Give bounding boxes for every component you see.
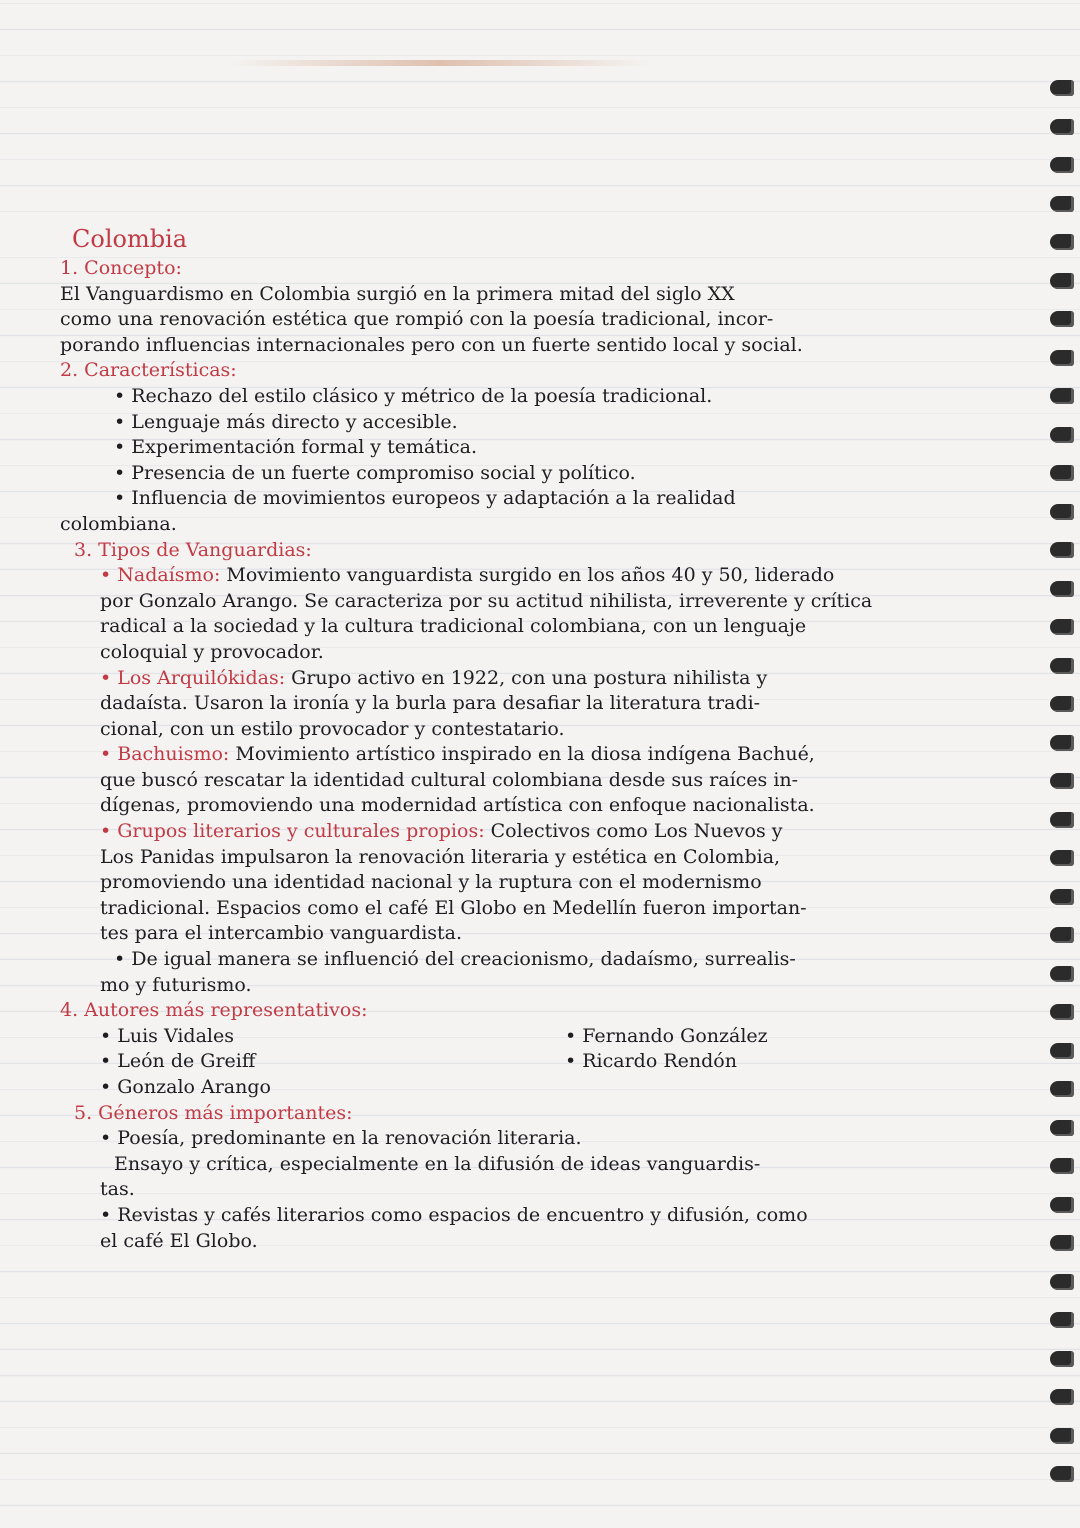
list-item-nadaismo <box>60 563 980 589</box>
section-heading-generos: 5. Géneros más importantes: <box>74 1101 353 1124</box>
spiral-ring <box>1050 1004 1074 1020</box>
list-item-bachuismo <box>60 742 980 768</box>
text-line: cional, con un estilo provocador y contestatario. <box>100 717 565 740</box>
spiral-ring <box>1050 889 1074 905</box>
text-line: porando influencias internacionales pero con un fuerte sentido local y social. <box>60 333 803 356</box>
spiral-ring <box>1050 1235 1074 1251</box>
list-item: • Ricardo Rendón <box>565 1050 737 1073</box>
list-item: • Revistas y cafés literarios como espacios de encuentro y difusión, como <box>100 1203 808 1226</box>
text-line: coloquial y provocador. <box>100 640 324 663</box>
text-line: tes para el intercambio vanguardista. <box>100 922 463 945</box>
list-item: • Luis Vidales <box>100 1024 234 1047</box>
text-line: tradicional. Espacios como el café El Globo en Medellín fueron importan- <box>100 896 807 919</box>
spiral-ring <box>1050 927 1074 943</box>
list-item: • Fernando González <box>565 1024 768 1047</box>
spiral-ring <box>1050 812 1074 828</box>
text-line: Ensayo y crítica, especialmente en la difusión de ideas vanguardis- <box>114 1152 761 1175</box>
list-item: • Presencia de un fuerte compromiso social y político. <box>114 461 636 484</box>
spiral-ring <box>1050 850 1074 866</box>
list-item: • De igual manera se influenció del creacionismo, dadaísmo, surrealis- <box>114 948 796 971</box>
spiral-ring <box>1050 542 1074 558</box>
spiral-ring <box>1050 80 1074 96</box>
list-item-arquilokidas <box>60 666 980 692</box>
text-line: Los Panidas impulsaron la renovación literaria y estética en Colombia, <box>100 845 781 868</box>
spiral-ring <box>1050 966 1074 982</box>
list-item: • Rechazo del estilo clásico y métrico de la poesía tradicional. <box>114 384 713 407</box>
list-item: • Lenguaje más directo y accesible. <box>114 410 458 433</box>
spiral-ring <box>1050 696 1074 712</box>
authors-right-column <box>565 1024 768 1075</box>
text-line: por Gonzalo Arango. Se caracteriza por su actitud nihilista, irreverente y crítica <box>100 589 873 612</box>
spiral-ring <box>1050 581 1074 597</box>
list-item: • Influencia de movimientos europeos y adaptación a la realidad <box>114 487 736 510</box>
spiral-ring <box>1050 119 1074 135</box>
spiral-ring <box>1050 1158 1074 1174</box>
section-heading-concepto: 1. Concepto: <box>60 257 182 279</box>
spiral-ring <box>1050 1312 1074 1328</box>
spiral-ring <box>1050 273 1074 289</box>
text-line: El Vanguardismo en Colombia surgió en la primera mitad del siglo XX <box>60 282 735 305</box>
spiral-ring <box>1050 773 1074 789</box>
spiral-ring <box>1050 1428 1074 1444</box>
spiral-ring <box>1050 311 1074 327</box>
term-label: • Nadaísmo: <box>100 564 221 587</box>
spiral-ring <box>1050 157 1074 173</box>
list-item: • Experimentación formal y temática. <box>114 436 478 459</box>
text-line: el café El Globo. <box>100 1229 258 1252</box>
page-edge-shadow <box>230 60 650 66</box>
term-text: Grupo activo en 1922, con una postura nihilista y <box>285 666 768 689</box>
spiral-ring <box>1050 1043 1074 1059</box>
list-item: • León de Greiff <box>100 1050 256 1073</box>
list-item-grupos <box>60 819 980 845</box>
handwritten-notes <box>60 222 980 1254</box>
spiral-ring <box>1050 658 1074 674</box>
section-heading-caracteristicas: 2. Características: <box>60 359 237 382</box>
spiral-ring <box>1050 427 1074 443</box>
text-line: que buscó rescatar la identidad cultural colombiana desde sus raíces in- <box>100 768 799 791</box>
spiral-ring <box>1050 619 1074 635</box>
spiral-ring <box>1050 1351 1074 1367</box>
spiral-ring <box>1050 1389 1074 1405</box>
term-label: • Bachuismo: <box>100 743 230 766</box>
spiral-ring <box>1050 735 1074 751</box>
text-line: mo y futurismo. <box>100 973 252 996</box>
text-line: dadaísta. Usaron la ironía y la burla para desafiar la literatura tradi- <box>100 692 761 715</box>
term-text: Colectivos como Los Nuevos y <box>484 820 783 843</box>
spiral-ring <box>1050 234 1074 250</box>
spiral-ring <box>1050 1197 1074 1213</box>
spiral-ring <box>1050 196 1074 212</box>
term-label: • Los Arquilókidas: <box>100 666 286 689</box>
term-label: • Grupos literarios y culturales propios: <box>100 820 485 843</box>
spiral-ring <box>1050 1274 1074 1290</box>
list-item: • Gonzalo Arango <box>100 1076 271 1098</box>
text-line: dígenas, promoviendo una modernidad artística con enfoque nacionalista. <box>100 794 815 817</box>
spiral-ring <box>1050 465 1074 481</box>
spiral-ring <box>1050 350 1074 366</box>
list-item: • Poesía, predominante en la renovación literaria. <box>100 1127 582 1150</box>
text-line: colombiana. <box>60 512 177 535</box>
page-title: Colombia <box>72 225 188 253</box>
authors-columns <box>60 1024 980 1101</box>
spiral-binding <box>1040 60 1080 1520</box>
spiral-ring <box>1050 1081 1074 1097</box>
text-line: tas. <box>100 1178 135 1201</box>
spiral-ring <box>1050 504 1074 520</box>
section-heading-autores: 4. Autores más representativos: <box>60 999 368 1022</box>
spiral-ring <box>1050 1466 1074 1482</box>
spiral-ring <box>1050 388 1074 404</box>
spiral-ring <box>1050 1120 1074 1136</box>
term-text: Movimiento vanguardista surgido en los años 40 y 50, liderado <box>220 564 835 587</box>
text-line: promoviendo una identidad nacional y la ruptura con el modernismo <box>100 871 762 894</box>
text-line: radical a la sociedad y la cultura tradicional colombiana, con un lenguaje <box>100 615 807 638</box>
section-heading-tipos: 3. Tipos de Vanguardias: <box>74 538 312 561</box>
text-line: como una renovación estética que rompió con la poesía tradicional, incor- <box>60 308 774 331</box>
term-text: Movimiento artístico inspirado en la diosa indígena Bachué, <box>229 743 815 766</box>
